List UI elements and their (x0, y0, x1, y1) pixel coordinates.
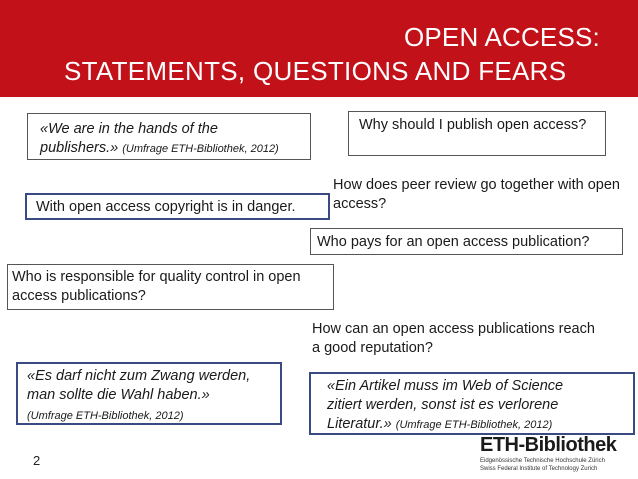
quote-wos-source: (Umfrage ETH-Bibliothek, 2012) (395, 419, 553, 431)
quote-zwang-line2: man sollte die Wahl haben.» (27, 387, 210, 403)
question-box-reputation (308, 318, 608, 364)
eth-bibliothek-logo (480, 434, 630, 478)
statement-copyright-text: With open access copyright is in danger. (36, 199, 296, 215)
title-banner (0, 0, 638, 97)
question-why-publish-text: Why should I publish open access? (359, 117, 587, 133)
question-peer-review-text: How does peer review go together with open access? (333, 177, 620, 212)
quote-wos-line3: Literatur.» (327, 416, 392, 432)
quote-zwang-source: (Umfrage ETH-Bibliothek, 2012) (27, 410, 184, 422)
logo-line2: Swiss Federal Institute of Technology Zurich (480, 466, 598, 472)
quote-wos-line2: zitiert werden, sonst ist es verlorene (327, 397, 559, 413)
quote-publishers-line2: publishers.» (40, 140, 119, 156)
statement-box-copyright (25, 193, 330, 220)
page-number: 2 (33, 453, 41, 468)
question-box-peer-review (327, 174, 637, 216)
quote-box-zwang (16, 362, 282, 425)
logo-line1: Eidgenössische Technische Hochschule Zürich (480, 458, 605, 464)
quote-publishers-source: (Umfrage ETH-Bibliothek, 2012) (122, 143, 279, 155)
question-reputation-text: How can an open access publications reach a good reputation? (312, 321, 595, 356)
slide-title-line2: STATEMENTS, QUESTIONS AND FEARS (64, 56, 567, 86)
quote-box-web-of-science (309, 372, 635, 435)
question-box-quality-control (7, 264, 334, 310)
quote-publishers-line1: «We are in the hands of the (40, 121, 218, 137)
question-who-pays-text: Who pays for an open access publication? (317, 234, 590, 250)
question-quality-control-text: Who is responsible for quality control in open access publications? (12, 269, 301, 304)
quote-box-publishers (27, 113, 311, 160)
quote-zwang-line1: «Es darf nicht zum Zwang werden, (27, 368, 251, 384)
question-box-who-pays (310, 228, 623, 255)
logo-wordmark: ETH-Bibliothek (480, 434, 617, 456)
question-box-why-publish (348, 111, 606, 156)
quote-wos-line1: «Ein Artikel muss im Web of Science (327, 378, 564, 394)
slide-title-line1: OPEN ACCESS: (403, 22, 600, 52)
